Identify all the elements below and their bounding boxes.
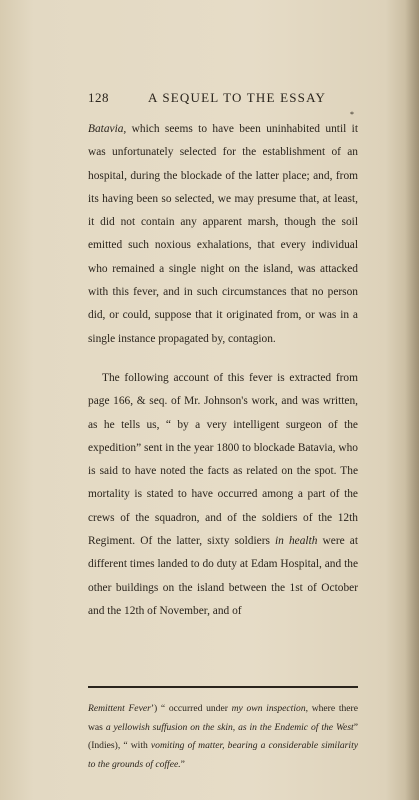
footnote-part-3: my own inspection,: [231, 703, 309, 714]
paragraph-2-text-b: were at different times landed to do duty at Edam Hospital, and the other buildings on the island between the 1st of October and the 12th of November, and of: [88, 535, 358, 617]
paragraph-2-text-a: The following account of this fever is extracted from page 166, & seq. of Mr. Johnson's work, and was written, as he tells us, “ by a very intelligent surgeon of the expedition” sent in the year 1800 to blockade Batavia, who is said to have noted the facts as related on the spot. The mortality is stated to have occurred among a part of the crews of the squadron, and of the soldiers of the 12th Regiment. Of the latter, sixty soldiers: [88, 371, 358, 548]
paragraph-1-text: which seems to have been uninhabited until it was unfortunately selected for the establishment of an hospital, during the blockade of the latter place; and, from its having been so selected, we may presume that, at least, it did not contain any apparent marsh, though the soil emitted such noxious exhalations, that every individual who remained a single night on the island, was attacked with this fever, and in such circumstances that no person did, or could, suppose that it originated from, or was in a single instance propagated by, contagion.: [88, 123, 358, 345]
footnote-part-1: Remittent Fever: [88, 703, 151, 714]
body-text: [88, 118, 358, 623]
footnote-part-6: ” (Indies), “ with: [88, 721, 358, 752]
footnote-rule: [88, 686, 358, 688]
paragraph-1-lead: Batavia,: [88, 123, 127, 135]
paragraph-2: [88, 367, 358, 623]
running-title: A SEQUEL TO THE ESSAY: [148, 90, 327, 105]
footnote-part-8: ”: [180, 758, 185, 770]
page-header: [88, 90, 358, 119]
paragraph-2-italic: in health: [275, 535, 318, 548]
footnote-part-4: where there was: [88, 703, 358, 733]
header-mark: *: [350, 110, 355, 119]
page-edge-shadow: [405, 0, 419, 800]
footnote-part-7: vomiting of matter, bearing a considerable similarity to the grounds of coffee.: [88, 740, 358, 770]
footnote: [88, 700, 358, 774]
footnote-part-2: ’) “ occurred under: [150, 703, 232, 714]
footnote-part-5: a yellowish suffusion on the skin, as in the Endemic of the West: [105, 721, 354, 733]
page-number: 128: [88, 90, 109, 105]
paragraph-1: [88, 118, 358, 351]
